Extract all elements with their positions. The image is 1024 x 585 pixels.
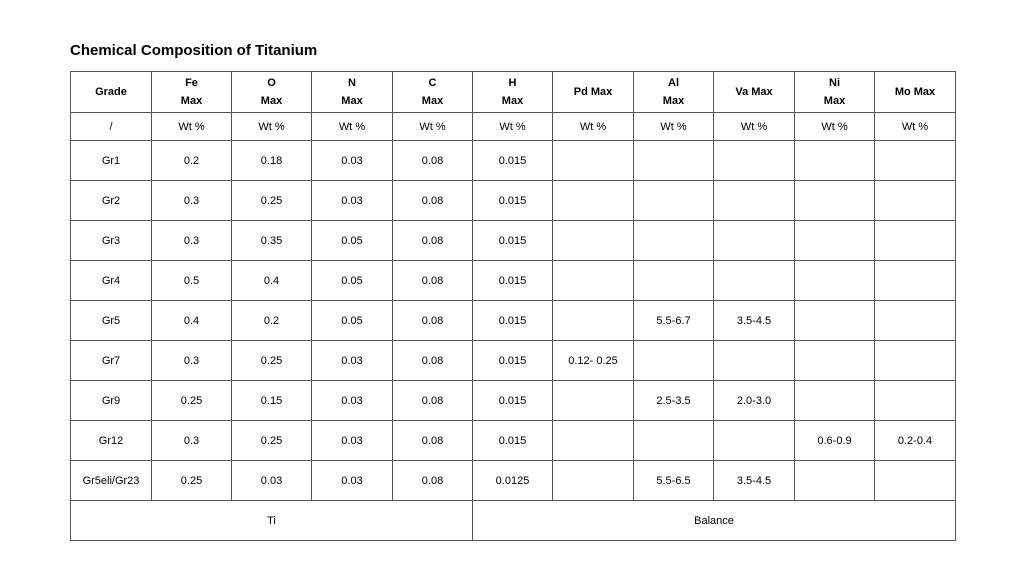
value-cell xyxy=(553,461,634,501)
value-cell xyxy=(795,141,875,181)
value-cell xyxy=(634,261,714,301)
header-text: H xyxy=(508,77,517,89)
value-cell: 0.015 xyxy=(473,301,553,341)
header-text: C xyxy=(428,77,437,89)
value-cell: 0.08 xyxy=(393,421,473,461)
value-cell xyxy=(875,301,956,341)
value-cell: 0.03 xyxy=(312,141,393,181)
unit-cell: Wt % xyxy=(553,113,634,141)
footer-row xyxy=(71,501,956,541)
table-row xyxy=(71,381,956,421)
header-cell xyxy=(553,72,634,113)
footer-element-cell: Ti xyxy=(71,501,473,541)
table-row xyxy=(71,341,956,381)
grade-cell: Gr4 xyxy=(71,261,152,301)
value-cell xyxy=(795,461,875,501)
value-cell xyxy=(875,261,956,301)
value-cell: 0.015 xyxy=(473,381,553,421)
value-cell: 0.4 xyxy=(232,261,312,301)
header-cell xyxy=(795,72,875,113)
header-text: Max xyxy=(421,95,444,107)
unit-cell: Wt % xyxy=(393,113,473,141)
unit-cell: Wt % xyxy=(714,113,795,141)
value-cell: 0.15 xyxy=(232,381,312,421)
header-cell xyxy=(71,72,152,113)
table-row xyxy=(71,141,956,181)
value-cell: 0.08 xyxy=(393,301,473,341)
value-cell: 0.08 xyxy=(393,141,473,181)
value-cell: 0.25 xyxy=(232,341,312,381)
value-cell xyxy=(553,261,634,301)
header-cell xyxy=(152,72,232,113)
composition-table xyxy=(70,71,956,541)
value-cell: 0.03 xyxy=(312,421,393,461)
value-cell: 0.03 xyxy=(232,461,312,501)
grade-cell: Gr7 xyxy=(71,341,152,381)
header-text: Ni xyxy=(829,77,840,89)
header-text: Max xyxy=(180,95,203,107)
table-row xyxy=(71,261,956,301)
table-row xyxy=(71,461,956,501)
table-row xyxy=(71,421,956,461)
value-cell xyxy=(553,181,634,221)
header-cell xyxy=(714,72,795,113)
header-text: Max xyxy=(823,95,846,107)
unit-cell: Wt % xyxy=(232,113,312,141)
unit-cell: Wt % xyxy=(634,113,714,141)
value-cell: 0.25 xyxy=(152,461,232,501)
value-cell xyxy=(714,421,795,461)
header-text: Max xyxy=(341,95,363,107)
value-cell xyxy=(875,141,956,181)
header-cell xyxy=(634,72,714,113)
header-text: N xyxy=(348,77,356,89)
value-cell xyxy=(553,301,634,341)
value-cell xyxy=(875,381,956,421)
value-cell: 0.3 xyxy=(152,181,232,221)
value-cell xyxy=(553,421,634,461)
header-text: Max xyxy=(501,95,524,107)
header-cell xyxy=(393,72,473,113)
value-cell xyxy=(795,301,875,341)
value-cell xyxy=(714,181,795,221)
value-cell: 0.015 xyxy=(473,421,553,461)
value-cell: 0.18 xyxy=(232,141,312,181)
value-cell: 0.015 xyxy=(473,261,553,301)
header-cell xyxy=(473,72,553,113)
value-cell xyxy=(795,261,875,301)
value-cell: 2.0-3.0 xyxy=(714,381,795,421)
value-cell xyxy=(795,381,875,421)
header-text: Fe xyxy=(185,77,198,89)
value-cell: 3.5-4.5 xyxy=(714,301,795,341)
value-cell: 0.25 xyxy=(152,381,232,421)
table-row xyxy=(71,181,956,221)
value-cell xyxy=(795,341,875,381)
value-cell: 0.015 xyxy=(473,141,553,181)
value-cell: 0.05 xyxy=(312,261,393,301)
header-text: O xyxy=(267,77,276,89)
unit-cell: Wt % xyxy=(875,113,956,141)
unit-cell: Wt % xyxy=(152,113,232,141)
value-cell: 0.5 xyxy=(152,261,232,301)
value-cell xyxy=(875,221,956,261)
value-cell: 0.3 xyxy=(152,421,232,461)
value-cell: 0.25 xyxy=(232,181,312,221)
value-cell: 0.08 xyxy=(393,221,473,261)
page-title: Chemical Composition of Titanium xyxy=(70,42,318,59)
value-cell xyxy=(553,221,634,261)
value-cell: 0.03 xyxy=(312,341,393,381)
value-cell xyxy=(553,381,634,421)
value-cell xyxy=(714,221,795,261)
header-text: Max xyxy=(662,95,685,107)
unit-cell: / xyxy=(71,113,152,141)
header-cell xyxy=(875,72,956,113)
value-cell: 0.05 xyxy=(312,221,393,261)
value-cell xyxy=(714,141,795,181)
table-row xyxy=(71,301,956,341)
value-cell: 0.03 xyxy=(312,181,393,221)
value-cell: 0.03 xyxy=(312,381,393,421)
grade-cell: Gr2 xyxy=(71,181,152,221)
value-cell: 0.4 xyxy=(152,301,232,341)
value-cell xyxy=(634,221,714,261)
value-cell: 0.05 xyxy=(312,301,393,341)
header-row xyxy=(71,72,956,113)
grade-cell: Gr3 xyxy=(71,221,152,261)
value-cell xyxy=(875,461,956,501)
header-cell xyxy=(312,72,393,113)
value-cell: 3.5-4.5 xyxy=(714,461,795,501)
grade-cell: Gr5eli/Gr23 xyxy=(71,461,152,501)
value-cell: 0.08 xyxy=(393,381,473,421)
header-text: Va Max xyxy=(735,86,773,98)
value-cell: 0.35 xyxy=(232,221,312,261)
unit-cell: Wt % xyxy=(312,113,393,141)
grade-cell: Gr9 xyxy=(71,381,152,421)
unit-cell: Wt % xyxy=(795,113,875,141)
grade-cell: Gr1 xyxy=(71,141,152,181)
value-cell xyxy=(714,341,795,381)
value-cell: 0.08 xyxy=(393,341,473,381)
value-cell xyxy=(634,141,714,181)
value-cell: 0.25 xyxy=(232,421,312,461)
value-cell: 0.08 xyxy=(393,261,473,301)
value-cell: 0.3 xyxy=(152,221,232,261)
header-text: Grade xyxy=(95,86,127,98)
value-cell xyxy=(634,421,714,461)
value-cell xyxy=(795,181,875,221)
value-cell xyxy=(714,261,795,301)
value-cell: 0.015 xyxy=(473,181,553,221)
value-cell: 0.0125 xyxy=(473,461,553,501)
grade-cell: Gr12 xyxy=(71,421,152,461)
value-cell: 0.12- 0.25 xyxy=(553,341,634,381)
value-cell: 0.03 xyxy=(312,461,393,501)
value-cell: 2.5-3.5 xyxy=(634,381,714,421)
value-cell xyxy=(634,341,714,381)
value-cell: 0.015 xyxy=(473,221,553,261)
value-cell xyxy=(795,221,875,261)
value-cell xyxy=(875,341,956,381)
header-text: Max xyxy=(260,95,283,107)
value-cell: 0.2-0.4 xyxy=(875,421,956,461)
value-cell: 5.5-6.5 xyxy=(634,461,714,501)
units-row xyxy=(71,113,956,141)
grade-cell: Gr5 xyxy=(71,301,152,341)
header-text: Al xyxy=(668,77,679,89)
value-cell: 0.3 xyxy=(152,341,232,381)
unit-cell: Wt % xyxy=(473,113,553,141)
value-cell xyxy=(553,141,634,181)
value-cell: 0.08 xyxy=(393,461,473,501)
header-cell xyxy=(232,72,312,113)
value-cell: 5.5-6.7 xyxy=(634,301,714,341)
header-text: Mo Max xyxy=(894,86,936,98)
value-cell xyxy=(634,181,714,221)
table-row xyxy=(71,221,956,261)
value-cell: 0.015 xyxy=(473,341,553,381)
value-cell: 0.2 xyxy=(232,301,312,341)
header-text: Pd Max xyxy=(573,86,613,98)
value-cell xyxy=(875,181,956,221)
footer-balance-cell: Balance xyxy=(473,501,956,541)
value-cell: 0.2 xyxy=(152,141,232,181)
value-cell: 0.6-0.9 xyxy=(795,421,875,461)
value-cell: 0.08 xyxy=(393,181,473,221)
